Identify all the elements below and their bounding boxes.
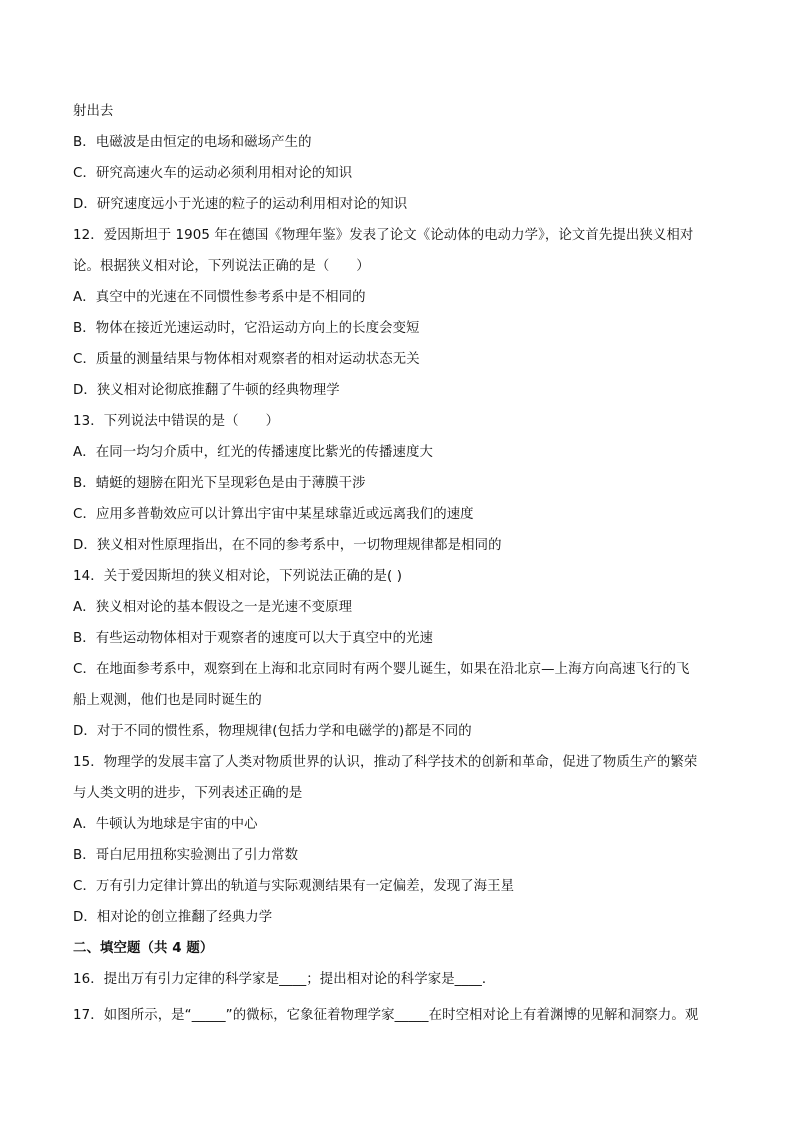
option-d-q15: D．相对论的创立推翻了经典力学 <box>73 910 273 925</box>
option-a-q13: A．在同一均匀介质中，红光的传播速度比紫光的传播速度大 <box>73 445 434 460</box>
section-heading-fill-in: 二、填空题（共 4 题） <box>73 941 214 956</box>
question-16: 16．提出万有引力定律的科学家是____；提出相对论的科学家是____． <box>73 972 496 987</box>
option-b-q14: B．有些运动物体相对于观察者的速度可以大于真空中的光速 <box>73 631 434 646</box>
option-a-q12: A．真空中的光速在不同惯性参考系中是不相同的 <box>73 290 366 305</box>
option-b-q15: B．哥白尼用扭称实验测出了引力常数 <box>73 848 299 863</box>
option-d-q13: D．狭义相对性原理指出，在不同的参考系中，一切物理规律都是相同的 <box>73 538 502 553</box>
option-c-q14: C．在地面参考系中，观察到在上海和北京同时有两个婴儿诞生，如果在沿北京—上海方向高速飞行的飞 <box>73 662 690 677</box>
question-13-stem: 13．下列说法中错误的是（ ） <box>73 414 280 429</box>
option-c-q13: C．应用多普勒效应可以计算出宇宙中某星球靠近或远离我们的速度 <box>73 507 474 522</box>
option-a-q14: A．狭义相对论的基本假设之一是光速不变原理 <box>73 600 353 615</box>
question-14-stem: 14．关于爱因斯坦的狭义相对论，下列说法正确的是( ) <box>73 569 403 584</box>
question-12-stem-continued: 论。根据狭义相对论，下列说法正确的是（ ） <box>73 259 370 274</box>
option-b-q13: B．蜻蜓的翅膀在阳光下呈现彩色是由于薄膜干涉 <box>73 476 366 491</box>
option-a-q15: A．牛顿认为地球是宇宙的中心 <box>73 817 258 832</box>
text-line-q11-continuation: 射出去 <box>73 104 114 119</box>
option-c-q15: C．万有引力定律计算出的轨道与实际观测结果有一定偏差，发现了海王星 <box>73 879 515 894</box>
question-15-stem-continued: 与人类文明的进步，下列表述正确的是 <box>73 786 303 801</box>
question-17: 17．如图所示，是“_____”的微标，它象征着物理学家_____在时空相对论上有着渊博的见解和洞察力。观 <box>73 1008 699 1023</box>
option-c-q14-continued: 船上观测，他们也是同时诞生的 <box>73 693 262 708</box>
question-12-stem: 12．爱因斯坦于 1905 年在德国《物理年鉴》发表了论文《论动体的电动力学》，论文首先提出狭义相对 <box>73 228 694 243</box>
option-d-q11: D．研究速度远小于光速的粒子的运动利用相对论的知识 <box>73 197 408 212</box>
option-c-q12: C．质量的测量结果与物体相对观察者的相对运动状态无关 <box>73 352 420 367</box>
option-b-q12: B．物体在接近光速运动时，它沿运动方向上的长度会变短 <box>73 321 420 336</box>
question-15-stem: 15．物理学的发展丰富了人类对物质世界的认识，推动了科学技术的创新和革命，促进了物质生产的繁荣 <box>73 755 698 770</box>
option-d-q14: D．对于不同的惯性系，物理规律(包括力学和电磁学的)都是不同的 <box>73 724 472 739</box>
option-c-q11: C．研究高速火车的运动必须利用相对论的知识 <box>73 166 353 181</box>
option-d-q12: D．狭义相对论彻底推翻了牛顿的经典物理学 <box>73 383 340 398</box>
option-b-q11: B．电磁波是由恒定的电场和磁场产生的 <box>73 135 312 150</box>
